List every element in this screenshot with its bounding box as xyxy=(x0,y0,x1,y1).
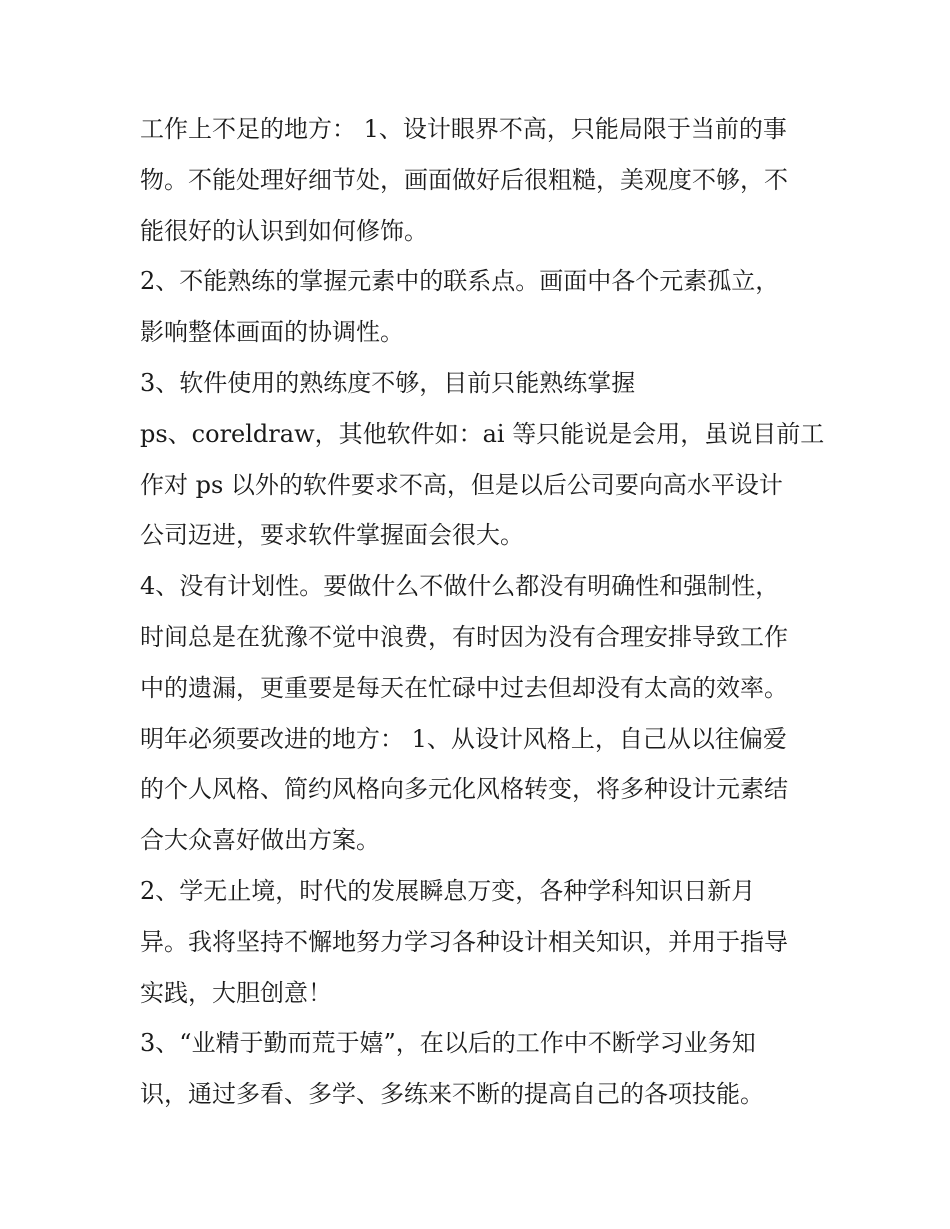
text-line: 合大众喜好做出方案。 xyxy=(140,826,380,854)
text-line: 中的遗漏，更重要是每天在忙碌中过去但却没有太高的效率。 xyxy=(140,674,788,702)
text-line: 作对 ps 以外的软件要求不高，但是以后公司要向高水平设计 xyxy=(140,471,783,499)
text-line: 3、软件使用的熟练度不够，目前只能熟练掌握 xyxy=(140,369,636,397)
text-line: 公司迈进，要求软件掌握面会很大。 xyxy=(140,521,524,549)
text-line: 能很好的认识到如何修饰。 xyxy=(140,217,428,245)
text-line: 异。我将坚持不懈地努力学习各种设计相关知识，并用于指导 xyxy=(140,928,788,956)
text-line: 2、不能熟练的掌握元素中的联系点。画面中各个元素孤立， xyxy=(140,267,780,295)
text-line: 时间总是在犹豫不觉中浪费，有时因为没有合理安排导致工作 xyxy=(140,623,788,651)
text-line: 4、没有计划性。要做什么不做什么都没有明确性和强制性， xyxy=(140,572,780,600)
text-line: 物。不能处理好细节处，画面做好后很粗糙，美观度不够，不 xyxy=(140,166,788,194)
text-line: 识，通过多看、多学、多练来不断的提高自己的各项技能。 xyxy=(140,1080,764,1108)
text-line: 实践，大胆创意！ xyxy=(140,979,332,1007)
text-line: 影响整体画面的协调性。 xyxy=(140,318,404,346)
text-line: 3、“业精于勤而荒于嬉”，在以后的工作中不断学习业务知 xyxy=(140,1029,756,1057)
text-line: 明年必须要改进的地方： 1、从设计风格上，自己从以往偏爱 xyxy=(140,725,787,753)
text-line: 2、学无止境，时代的发展瞬息万变，各种学科知识日新月 xyxy=(140,877,756,905)
text-line: 的个人风格、简约风格向多元化风格转变，将多种设计元素结 xyxy=(140,775,788,803)
text-line: 工作上不足的地方： 1、设计眼界不高，只能局限于当前的事 xyxy=(140,115,787,143)
text-line: ps、coreldraw，其他软件如：ai 等只能说是会用，虽说目前工 xyxy=(140,420,825,448)
